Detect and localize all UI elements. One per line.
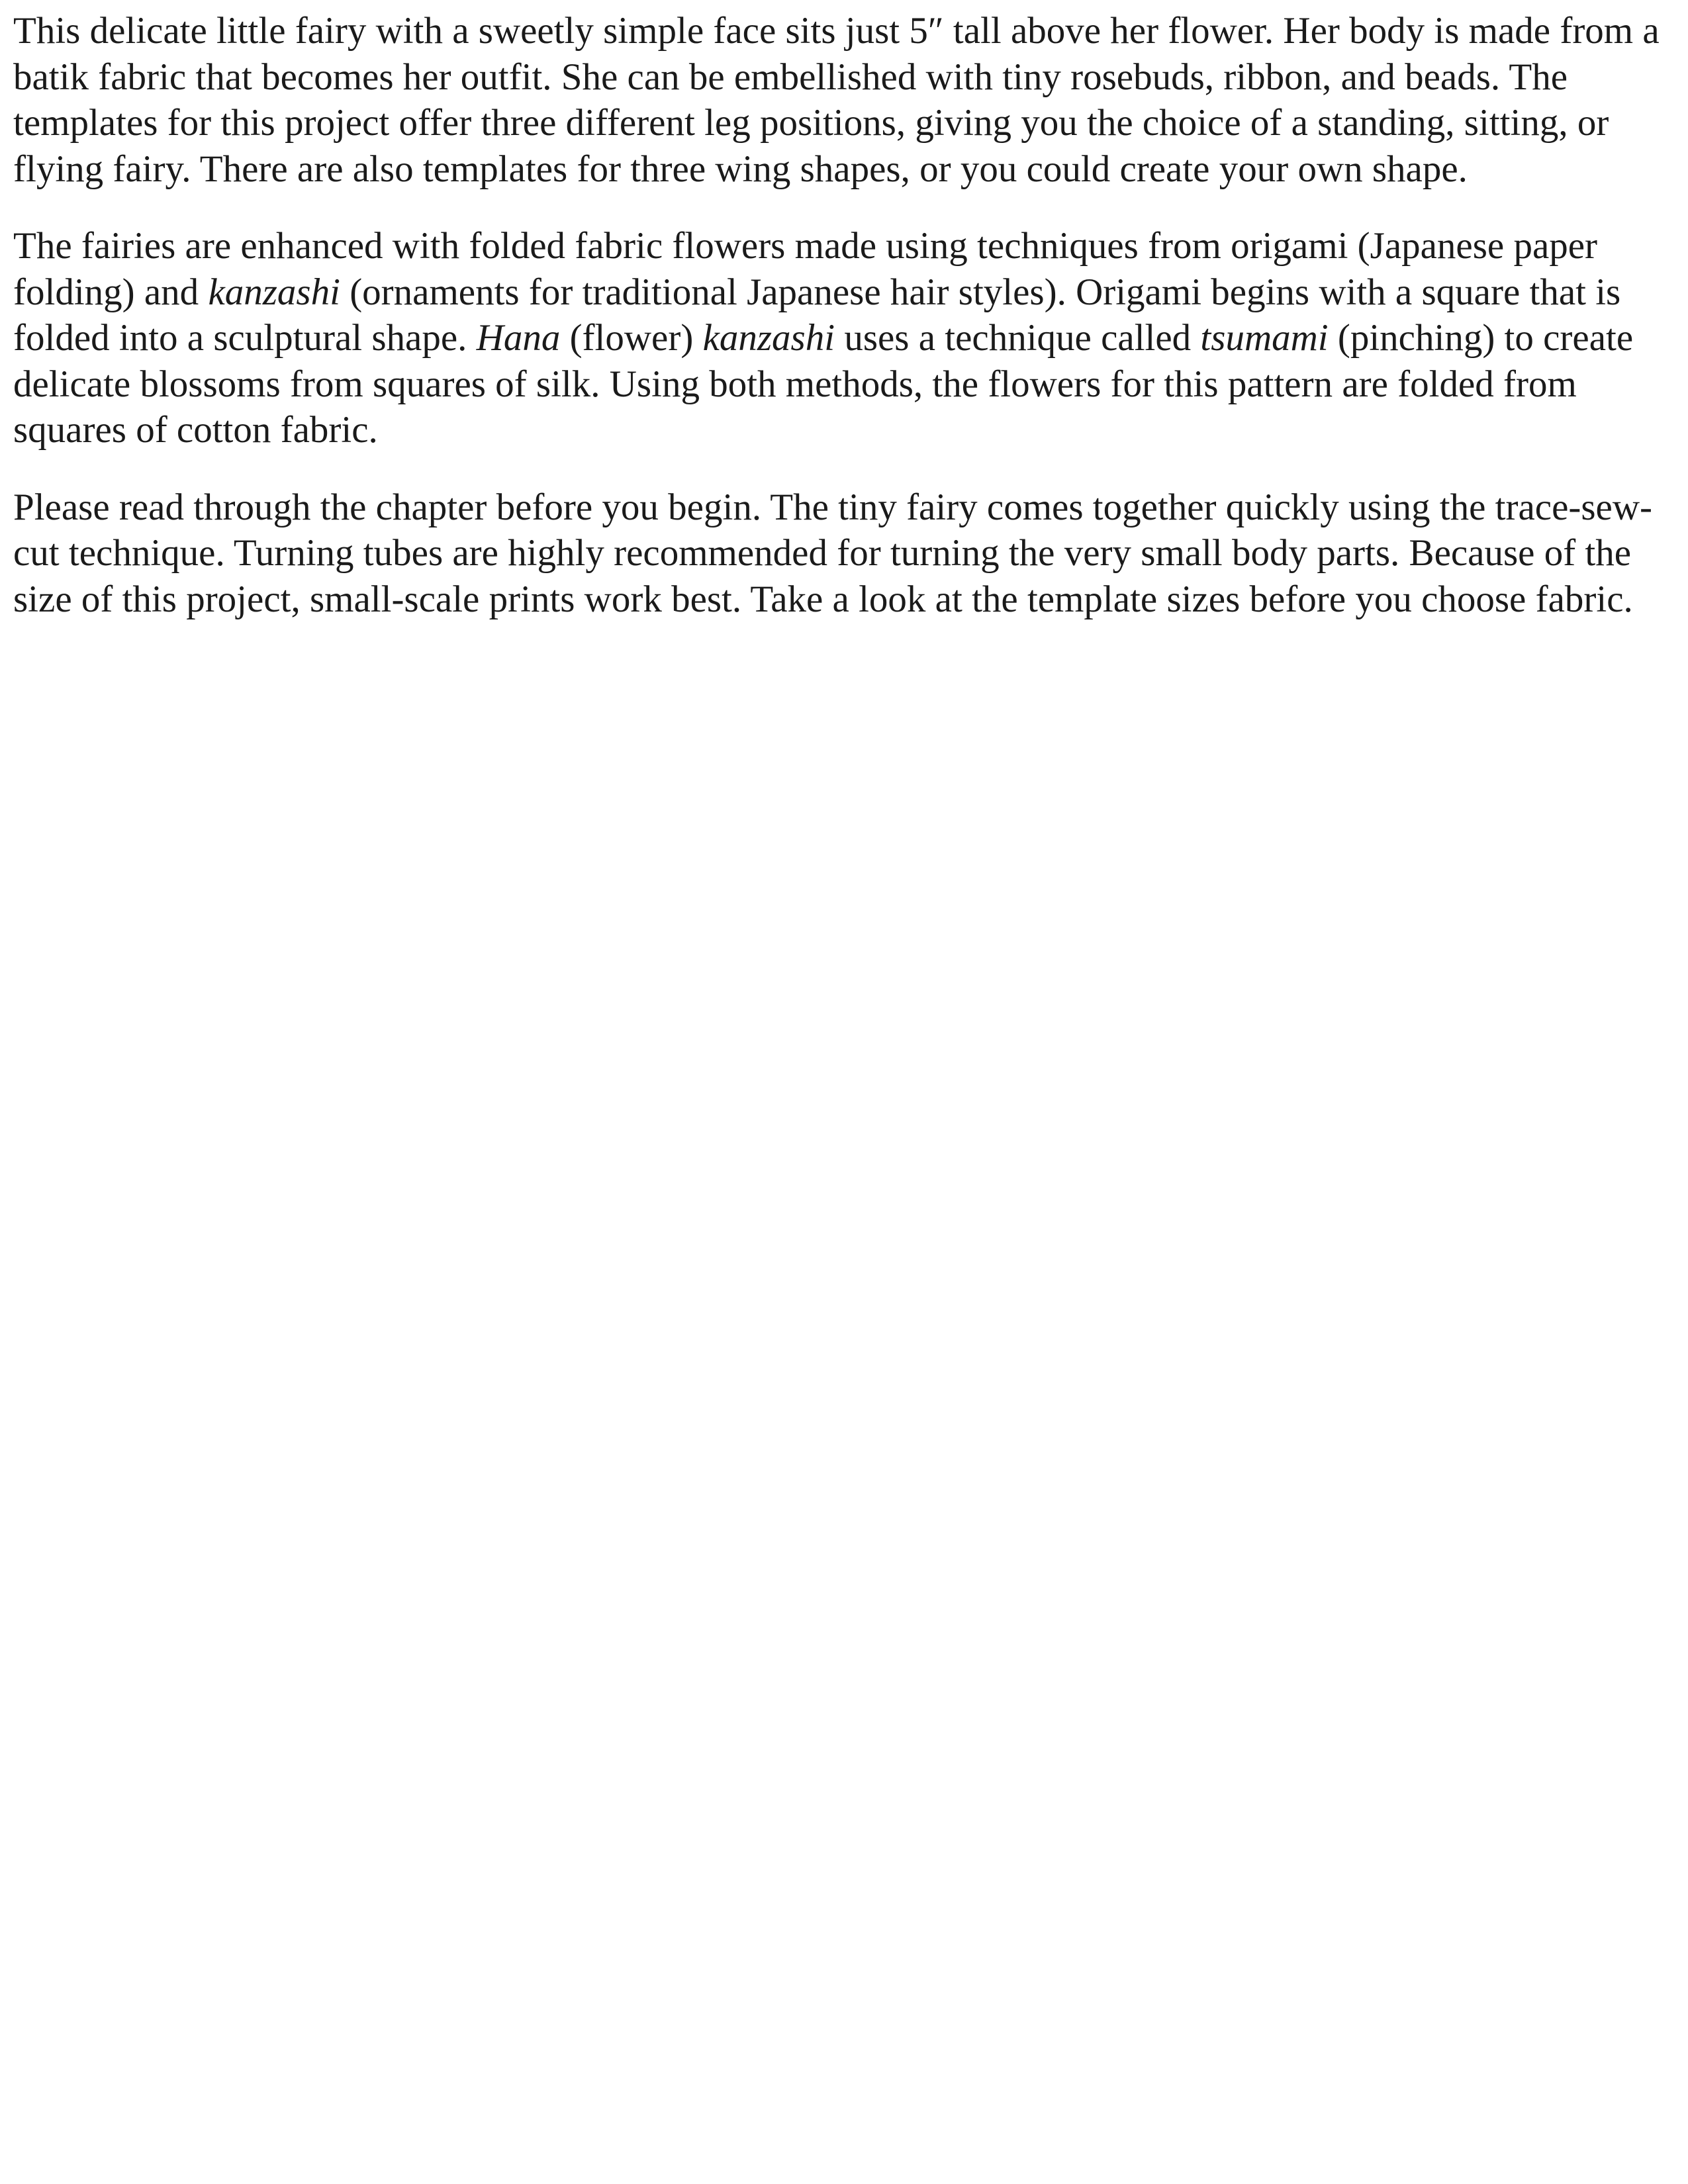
document-body <box>13 8 1675 622</box>
paragraph-text: This delicate little fairy with a sweetly simple face sits just 5″ tall above her flower. Her body is made from a batik fabric that becomes her outfit. She can be embellished with tiny rosebuds, ribbon, and beads. The templates for this project offer three different leg positions, giving you the choice of a standing, sitting, or flying fairy. There are also templates for three wing shapes, or you could create your own shape. <box>13 10 1660 190</box>
italic-term-tsumami: tsumami <box>1200 317 1329 359</box>
italic-term-kanzashi: kanzashi <box>702 317 835 359</box>
paragraph-intro <box>13 8 1675 192</box>
paragraph-text: Please read through the chapter before you begin. The tiny fairy comes together quickly using the trace-sew-cut technique. Turning tubes are highly recommended for turning the very small body parts. Because of the size of this project, small-scale prints work best. Take a look at the template sizes before you choose fabric. <box>13 486 1652 620</box>
italic-term-kanzashi: kanzashi <box>208 271 340 313</box>
italic-term-hana: Hana <box>476 317 561 359</box>
paragraph-instructions <box>13 484 1675 623</box>
paragraph-text: (flower) <box>560 317 703 359</box>
paragraph-text: uses a technique called <box>835 317 1201 359</box>
paragraph-text: (pinching) to create delicate blossoms from squares of silk. Using both methods, the flowers for this pattern are folded from squares of cotton fabric. <box>13 317 1634 451</box>
paragraph-text: (ornaments for traditional Japanese hair styles). Origami begins with a square that is folded into a sculptural shape. <box>13 271 1621 359</box>
paragraph-flowers <box>13 223 1675 453</box>
paragraph-text: The fairies are enhanced with folded fabric flowers made using techniques from origami (Japanese paper folding) and <box>13 225 1598 313</box>
